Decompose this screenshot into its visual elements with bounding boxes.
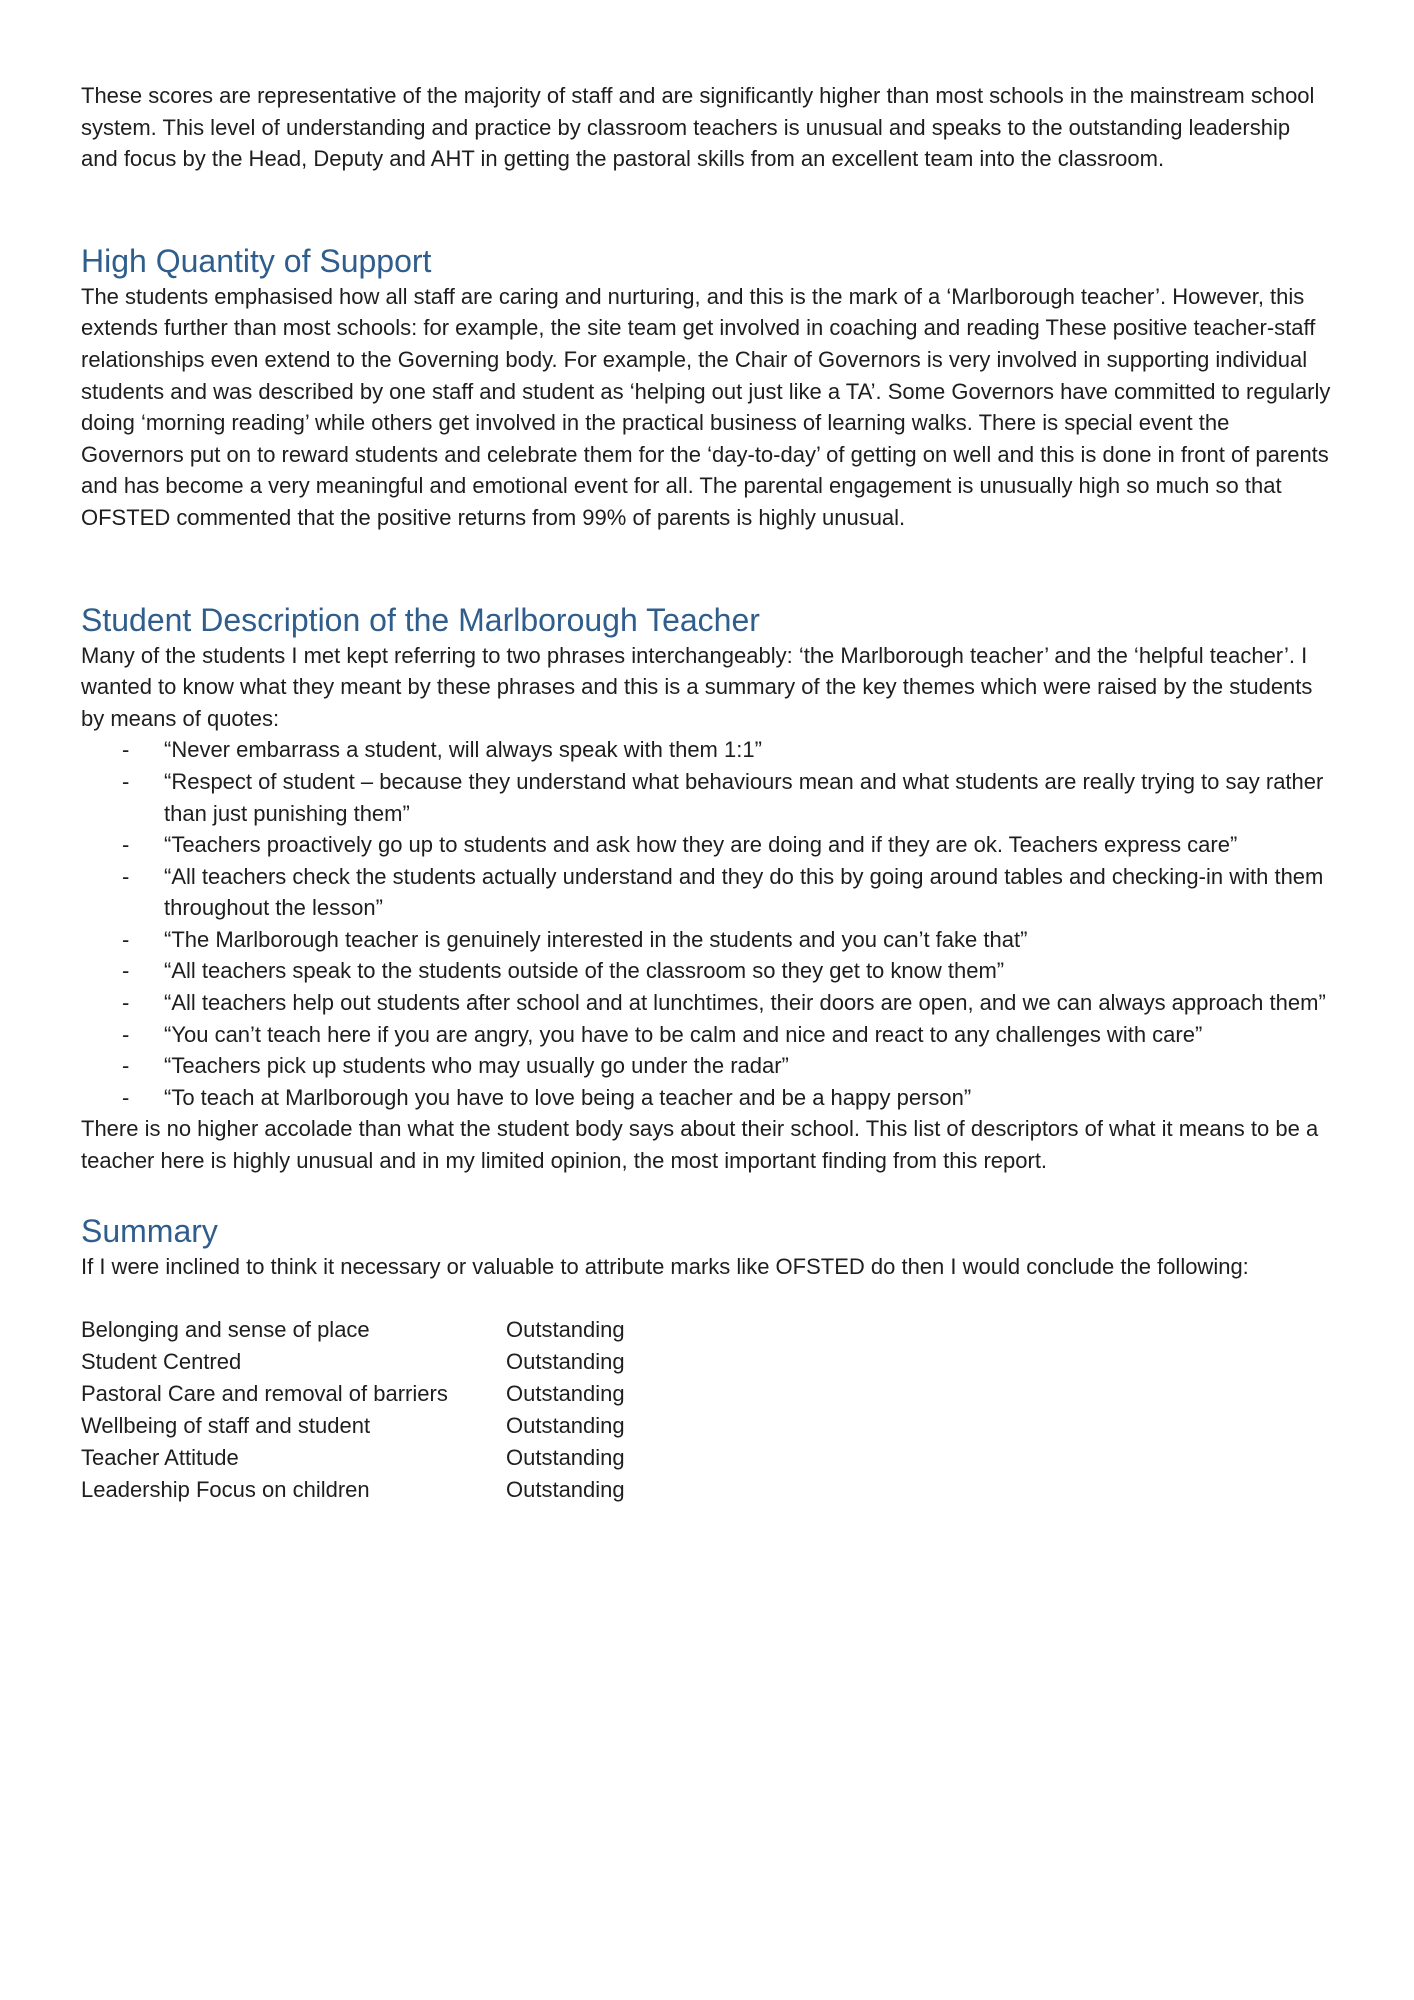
student-description-intro: Many of the students I met kept referring to two phrases interchangeably: ‘the Marlborough teacher’ and the ‘helpful teacher’. I wanted to know what they meant by these phrases and this is a summary of the key themes which were raised by the students by means of quotes:	[81, 642, 1313, 731]
student-description-closing: There is no higher accolade than what the student body says about their school. This list of descriptors of what it means to be a teacher here is highly unusual and in my limited opinion, the most important finding from this report.	[81, 1116, 1319, 1174]
quote-item: - “The Marlborough teacher is genuinely interested in the students and you can’t fake that”	[164, 924, 1331, 956]
document-page	[81, 80, 1331, 1506]
rating-grade: Outstanding	[506, 1445, 625, 1471]
rating-grade: Outstanding	[506, 1349, 625, 1375]
quote-item: - “To teach at Marlborough you have to love being a teacher and be a happy person”	[164, 1082, 1331, 1114]
rating-grade: Outstanding	[506, 1381, 625, 1407]
rating-grade: Outstanding	[506, 1317, 625, 1343]
quote-item: - “Teachers pick up students who may usually go under the radar”	[164, 1050, 1331, 1082]
rating-area: Student Centred	[81, 1349, 242, 1375]
rating-area: Pastoral Care and removal of barriers	[81, 1381, 448, 1407]
support-heading: High Quantity of Support	[81, 242, 432, 279]
rating-row	[81, 1378, 625, 1410]
intro-paragraph: These scores are representative of the majority of staff and are significantly higher than most schools in the mainstream school system. This level of understanding and practice by classroom teachers is unusual and speaks to the outstanding leadership and focus by the Head, Deputy and AHT in getting the pastoral skills from an excellent team into the classroom.	[81, 83, 1315, 172]
rating-row	[81, 1442, 625, 1474]
quote-list	[81, 734, 1331, 1113]
rating-area: Wellbeing of staff and student	[81, 1413, 371, 1439]
rating-row	[81, 1346, 625, 1378]
rating-area: Belonging and sense of place	[81, 1317, 370, 1343]
summary-heading: Summary	[81, 1212, 218, 1249]
rating-row	[81, 1410, 625, 1442]
ratings-table	[81, 1314, 625, 1506]
quote-item: - “All teachers speak to the students outside of the classroom so they get to know them”	[164, 955, 1331, 987]
quote-item: - “All teachers help out students after school and at lunchtimes, their doors are open, and we can always approach them”	[164, 987, 1331, 1019]
support-paragraph: The students emphasised how all staff are caring and nurturing, and this is the mark of a ‘Marlborough teacher’. However, this extends further than most schools: for example, the site team get involved in coaching and reading These positive teacher-staff relationships even extend to the Governing body. For example, the Chair of Governors is very involved in supporting individual students and was described by one staff and student as ‘helping out just like a TA’. Some Governors have committed to regularly doing ‘morning reading’ while others get involved in the practical business of learning walks. There is special event the Governors put on to reward students and celebrate them for the ‘day-to-day’ of getting on well and this is done in front of parents and has become a very meaningful and emotional event for all. The parental engagement is unusually high so much so that OFSTED commented that the positive returns from 99% of parents is highly unusual.	[81, 283, 1331, 530]
quote-item: - “You can’t teach here if you are angry, you have to be calm and nice and react to any challenges with care”	[164, 1019, 1331, 1051]
rating-area: Leadership Focus on children	[81, 1477, 370, 1503]
rating-row	[81, 1314, 625, 1346]
quote-item: - “All teachers check the students actually understand and they do this by going around tables and checking-in with them throughout the lesson”	[164, 861, 1331, 924]
quote-item: - “Never embarrass a student, will always speak with them 1:1”	[164, 734, 1331, 766]
quote-item: - “Respect of student – because they understand what behaviours mean and what students are really trying to say rather than just punishing them”	[164, 766, 1331, 829]
summary-intro: If I were inclined to think it necessary or valuable to attribute marks like OFSTED do then I would conclude the following:	[81, 1253, 1249, 1279]
rating-grade: Outstanding	[506, 1477, 625, 1503]
quote-item: - “Teachers proactively go up to students and ask how they are doing and if they are ok. Teachers express care”	[164, 829, 1331, 861]
rating-grade: Outstanding	[506, 1413, 625, 1439]
rating-row	[81, 1474, 625, 1506]
rating-area: Teacher Attitude	[81, 1445, 239, 1471]
student-description-heading: Student Description of the Marlborough Teacher	[81, 601, 760, 638]
